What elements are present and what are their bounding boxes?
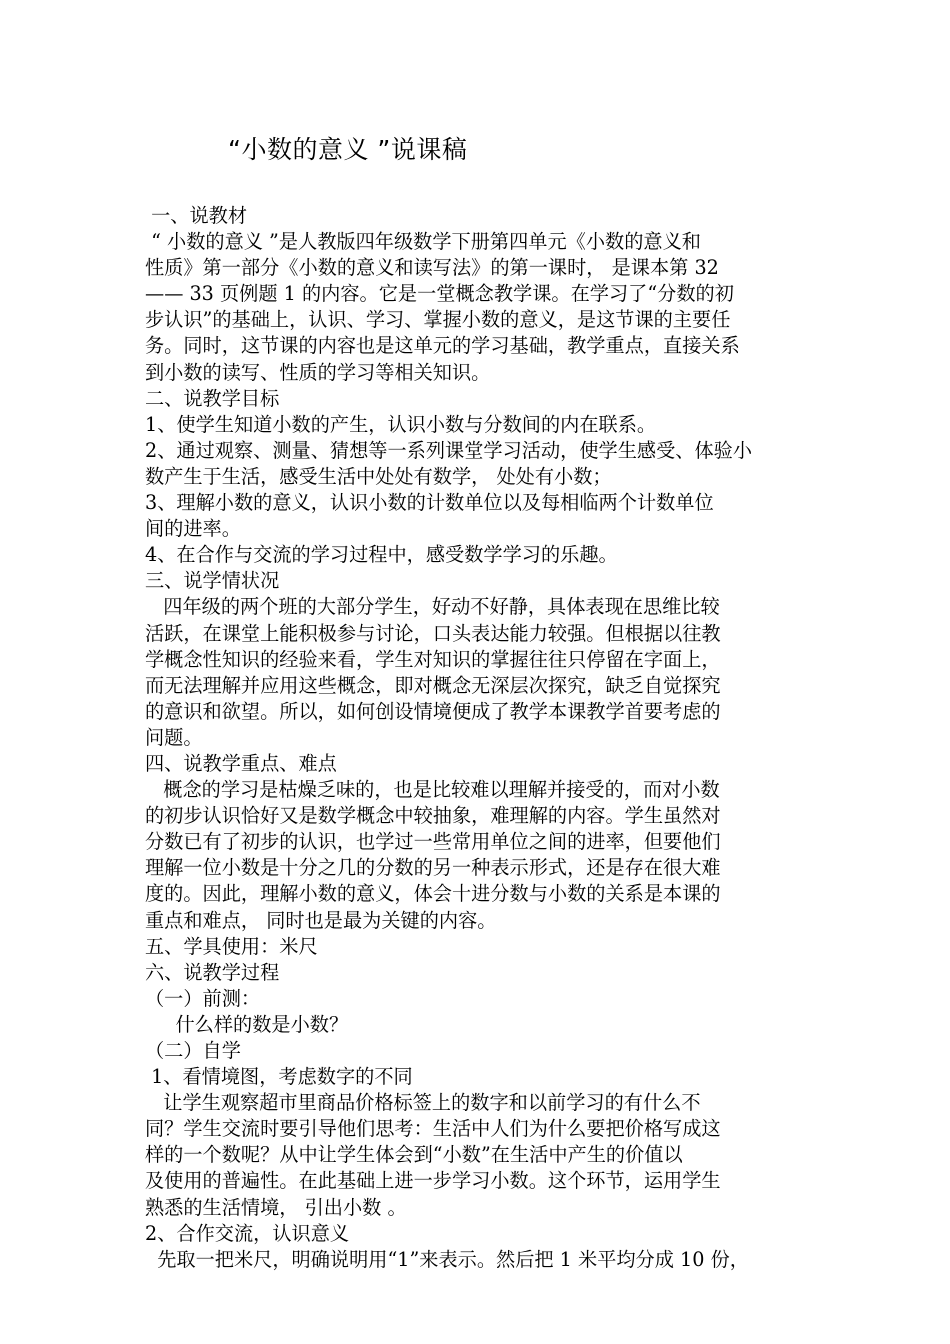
- text-line: 让学生观察超市里商品价格标签上的数字和以前学习的有什么不: [145, 1091, 701, 1115]
- text-line: 样的一个数呢？从中让学生体会到“小数”在生活中产生的价值以: [145, 1143, 683, 1167]
- text-line: 五、学具使用：米尺: [145, 934, 318, 958]
- text-line: 性质》第一部分《小数的意义和读写法》的第一课时， 是课本第 32: [145, 256, 719, 280]
- text-line: 的意识和欲望。所以，如何创设情境便成了教学本课教学首要考虑的: [145, 699, 721, 723]
- text-line: 1、看情境图，考虑数字的不同: [145, 1065, 413, 1089]
- text-line: —— 33 页例题 1 的内容。它是一堂概念教学课。在学习了“分数的初: [145, 282, 734, 306]
- text-line: 四年级的两个班的大部分学生，好动不好静，具体表现在思维比较: [145, 595, 720, 619]
- text-line: 理解一位小数是十分之几的分数的另一种表示形式，还是存在很大难: [145, 856, 721, 880]
- text-line: 1、使学生知道小数的产生，认识小数与分数间的内在联系。: [145, 412, 657, 436]
- text-line: 步认识”的基础上，认识、学习、掌握小数的意义，是这节课的主要任: [145, 308, 731, 332]
- text-line: 2、合作交流，认识意义: [145, 1221, 350, 1245]
- text-line: 什么样的数是小数？: [145, 1012, 349, 1036]
- text-line: 的初步认识恰好又是数学概念中较抽象，难理解的内容。学生虽然对: [145, 804, 721, 828]
- text-line: 而无法理解并应用这些概念，即对概念无深层次探究，缺乏自觉探究: [145, 673, 721, 697]
- text-line: 熟悉的生活情境， 引出小数 。: [145, 1195, 407, 1219]
- text-line: 到小数的读写、性质的学习等相关知识。: [145, 360, 491, 384]
- document-body: [145, 203, 813, 1273]
- text-line: 及使用的普遍性。在此基础上进一步学习小数。这个环节，运用学生: [145, 1169, 721, 1193]
- text-line: 4、在合作与交流的学习过程中，感受数学学习的乐趣。: [145, 543, 618, 567]
- text-line: 先取一把米尺，明确说明用“1”来表示。然后把 1 米平均分成 10 份，: [145, 1247, 749, 1271]
- text-line: 一、说教材: [145, 204, 248, 227]
- text-line: （一）前测：: [145, 986, 261, 1010]
- text-line: 3、理解小数的意义，认识小数的计数单位以及每相临两个计数单位: [145, 491, 714, 515]
- text-line: 数产生于生活，感受生活中处处有数学， 处处有小数；: [145, 464, 612, 488]
- text-line: 概念的学习是枯燥乏味的，也是比较难以理解并接受的，而对小数: [145, 778, 720, 802]
- text-line: 学概念性知识的经验来看，学生对知识的掌握往往只停留在字面上，: [145, 647, 721, 671]
- text-line: 分数已有了初步的认识，也学过一些常用单位之间的进率，但要他们: [145, 830, 721, 854]
- text-line: 三、说学情状况: [145, 569, 280, 593]
- text-line: 2、通过观察、测量、猜想等一系列课堂学习活动，使学生感受、体验小: [145, 438, 753, 462]
- text-line: 务。同时，这节课的内容也是这单元的学习基础，教学重点，直接关系: [145, 334, 740, 358]
- text-line: 二、说教学目标: [145, 386, 280, 410]
- text-line: （二）自学: [145, 1039, 241, 1062]
- text-line: 同？学生交流时要引导他们思考：生活中人们为什么要把价格写成这: [145, 1117, 721, 1141]
- text-line: 重点和难点， 同时也是最为关键的内容。: [145, 908, 497, 932]
- text-line: 四、说教学重点、难点: [145, 751, 337, 775]
- text-line: 问题。: [145, 725, 203, 749]
- document-title: “小数的意义 ”说课稿: [228, 135, 468, 164]
- text-line: 六、说教学过程: [145, 960, 280, 984]
- text-line: 间的进率。: [145, 517, 241, 541]
- text-line: 度的。因此，理解小数的意义，体会十进分数与小数的关系是本课的: [145, 882, 721, 906]
- text-line: “ 小数的意义 ”是人教版四年级数学下册第四单元《小数的意义和: [145, 230, 701, 254]
- text-line: 活跃，在课堂上能积极参与讨论，口头表达能力较强。但根据以往教: [145, 621, 721, 645]
